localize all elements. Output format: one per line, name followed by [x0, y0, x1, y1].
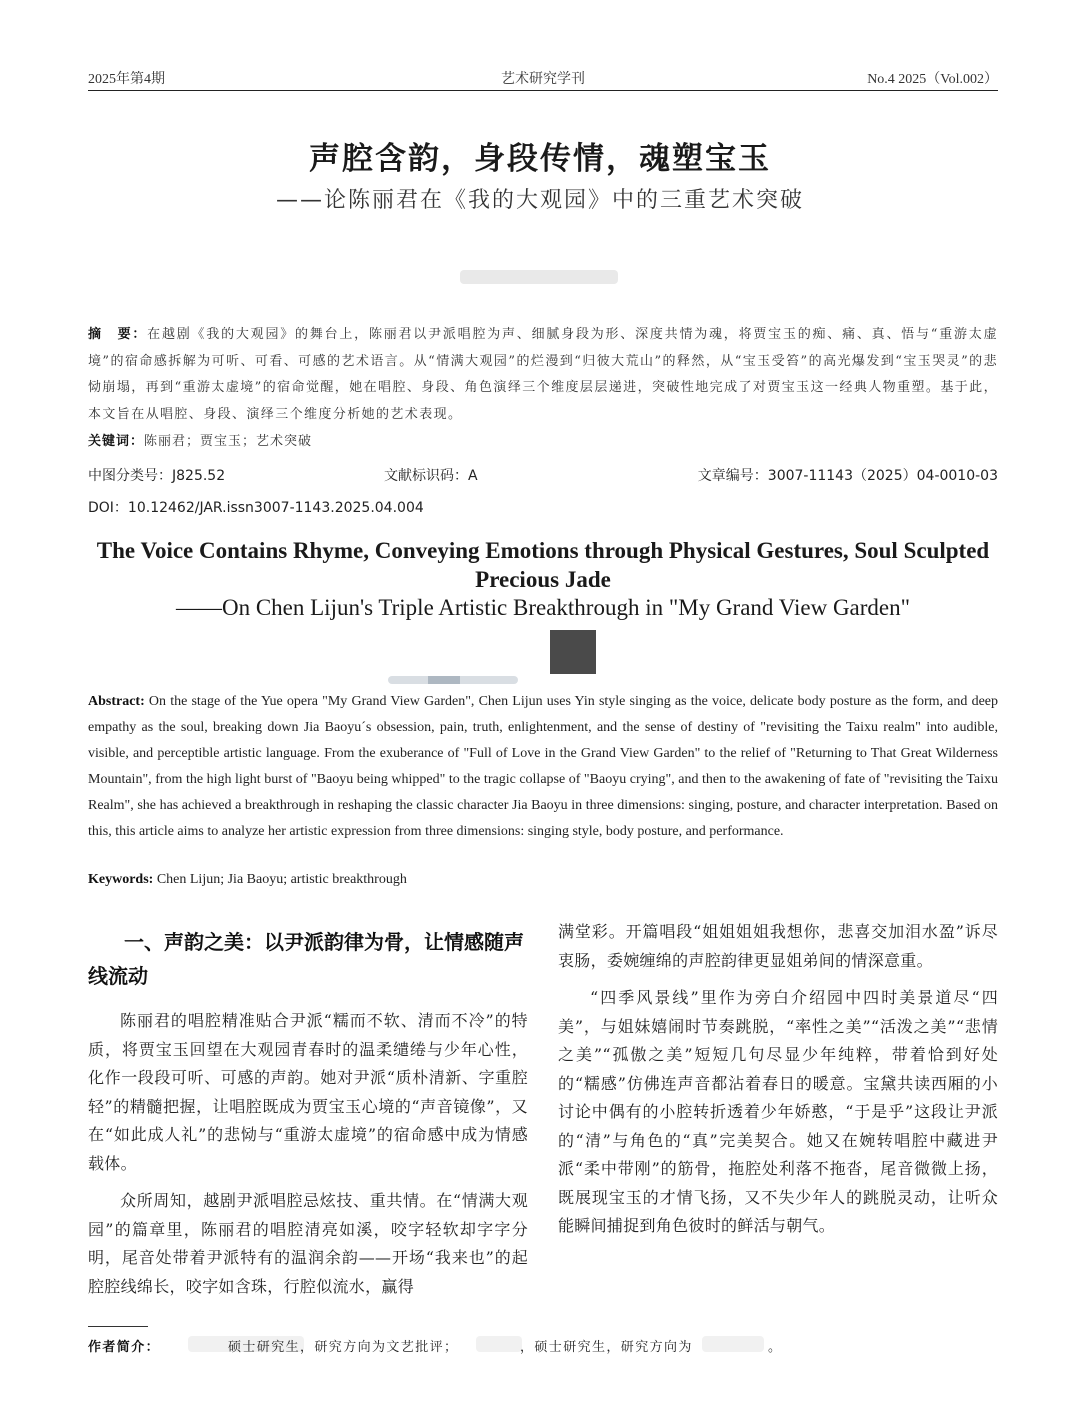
abstract-label: 摘 要：: [88, 327, 148, 342]
clc-number: 中图分类号：J825.52: [88, 468, 226, 484]
abstract-en-label: Abstract:: [88, 694, 145, 709]
abstract-en-text: On the stage of the Yue opera "My Grand View Garden", Chen Lijun uses Yin style singing as the voice, delicate body posture as the form, and deep empathy as the soul, breaking down Jia Baoyu´s obsession, pain, truth, enlightenment, and the sense of destiny of "revisiting the Taixu realm" into audible, visible, and perceptible artistic language. From the exuberance of "Full of Love in the Grand View Garden" to the relief of "Returning to That Great Wilderness Mountain", from the high light burst of "Baoyu being whipped" to the tragic collapse of "Baoyu crying", and then to the awakening of fate of "revisiting the Taixu Realm", she has achieved a breakthrough in reshaping the classic character Jia Baoyu in three dimensions: singing, posture, and character interpretation. Based on this, this article aims to analyze her artistic expression from three dimensions: singing style, body posture, and performance.: [88, 694, 998, 839]
keywords-english: [88, 872, 998, 888]
keywords-text: 陈丽君；贾宝玉；艺术突破: [144, 434, 313, 449]
author-note-label: 作者简介：: [88, 1340, 161, 1355]
title-chinese: 声腔含韵，身段传情，魂塑宝玉: [309, 141, 771, 177]
author-note: [88, 1336, 998, 1356]
author-note-end: 。: [768, 1340, 783, 1355]
keywords-label: 关键词：: [88, 434, 145, 449]
header-rule: [88, 90, 998, 91]
title-english: The Voice Contains Rhyme, Conveying Emotions through Physical Gestures, Soul Sculpted Precious Jade: [96, 538, 990, 592]
redacted-image-block: [550, 630, 596, 674]
paragraph: 满堂彩。开篇唱段“姐姐姐姐我想你，悲喜交加泪水盈”诉尽衷肠，委婉缠绵的声腔韵律更显姐弟间的情深意重。: [558, 922, 998, 970]
abstract-text: 在越剧《我的大观园》的舞台上，陈丽君以尹派唱腔为声、细腻身段为形、深度共情为魂，将贾宝玉的痴、痛、真、悟与“重游太虚境”的宿命感拆解为可听、可看、可感的艺术语言。从“情满大观园”的烂漫到“归彼大荒山”的释然，从“宝玉受笞”的高光爆发到“宝玉哭灵”的悲恸崩塌，再到“重游太虚境”的宿命觉醒，她在唱腔、身段、角色演绎三个维度层层递进，突破性地完成了对贾宝玉这一经典人物重塑。基于此，本文旨在从唱腔、身段、演绎三个维度分析她的艺术表现。: [88, 327, 998, 422]
redacted-research-field: [702, 1336, 764, 1352]
redacted-author-block: [460, 270, 618, 284]
doi: DOI：10.12462/JAR.issn3007-1143.2025.04.004: [88, 500, 424, 516]
author-note-part1: 硕士研究生，研究方向为文艺批评；: [228, 1340, 459, 1355]
section-heading: 一、声韵之美：以尹派韵律为骨，让情感随声线流动: [88, 930, 524, 988]
abstract-english: [88, 689, 998, 845]
keywords-en-text: Chen Lijun; Jia Baoyu; artistic breakthrough: [153, 872, 407, 887]
paragraph: “四季风景线”里作为旁白介绍园中四时美景道尽“四美”，与姐妹嬉闹时节奏跳脱，“率性之美”“活泼之美”“悲情之美”“孤傲之美”短短几句尽显少年纯粹，带着恰到好处的“糯感”仿佛连声音都沾着春日的暖意。宝黛共读西厢的小讨论中偶有的小腔转折透着少年娇憨，“于是乎”这段让尹派的“清”与角色的“真”完美契合。她又在婉转唱腔中藏进尹派“柔中带刚”的筋骨，拖腔处利落不拖沓，尾音微微上扬，既展现宝玉的才情飞扬，又不失少年人的跳脱灵动，让听众能瞬间捕捉到角色彼时的鲜活与朝气。: [558, 988, 998, 1235]
redacted-author-name: [476, 1336, 522, 1352]
running-header: [88, 64, 998, 92]
document-code: 文献标识码：A: [384, 468, 478, 484]
body-column-right: [558, 918, 998, 1250]
keywords-chinese: [88, 430, 998, 449]
redacted-name-bar-mark: [428, 676, 460, 684]
body-column-left: [88, 925, 528, 1310]
abstract-chinese: [88, 322, 998, 428]
classification-line: [88, 465, 998, 485]
paragraph: 众所周知，越剧尹派唱腔忌炫技、重共情。在“情满大观园”的篇章里，陈丽君的唱腔清亮如溪，咬字轻软却字字分明，尾音处带着尹派特有的温润余韵——开场“我来也”的起腔腔线绵长，咬字如含珠，行腔似流水，赢得: [88, 1191, 528, 1296]
keywords-en-label: Keywords:: [88, 872, 154, 887]
journal-name: 艺术研究学刊: [501, 72, 585, 87]
author-note-part2: ，硕士研究生，研究方向为: [520, 1340, 693, 1355]
subtitle-chinese: ——论陈丽君在《我的大观园》中的三重艺术突破: [275, 188, 804, 213]
volume-label: No.4 2025（Vol.002）: [867, 72, 998, 87]
article-number: 文章编号：3007-11143（2025）04-0010-03: [697, 468, 998, 484]
issue-label: 2025年第4期: [88, 72, 165, 87]
subtitle-english: ——On Chen Lijun's Triple Artistic Breakthrough in "My Grand View Garden": [175, 595, 911, 620]
footnote-rule: [88, 1326, 148, 1327]
paragraph: 陈丽君的唱腔精准贴合尹派“糯而不软、清而不冷”的特质，将贾宝玉回望在大观园青春时的温柔缱绻与少年心性，化作一段段可听、可感的声韵。她对尹派“质朴清新、字重腔轻”的精髓把握，让唱腔既成为贾宝玉心境的“声音镜像”，又在“如此成人礼”的悲恸与“重游太虚境”的宿命感中成为情感载体。: [88, 1011, 528, 1173]
